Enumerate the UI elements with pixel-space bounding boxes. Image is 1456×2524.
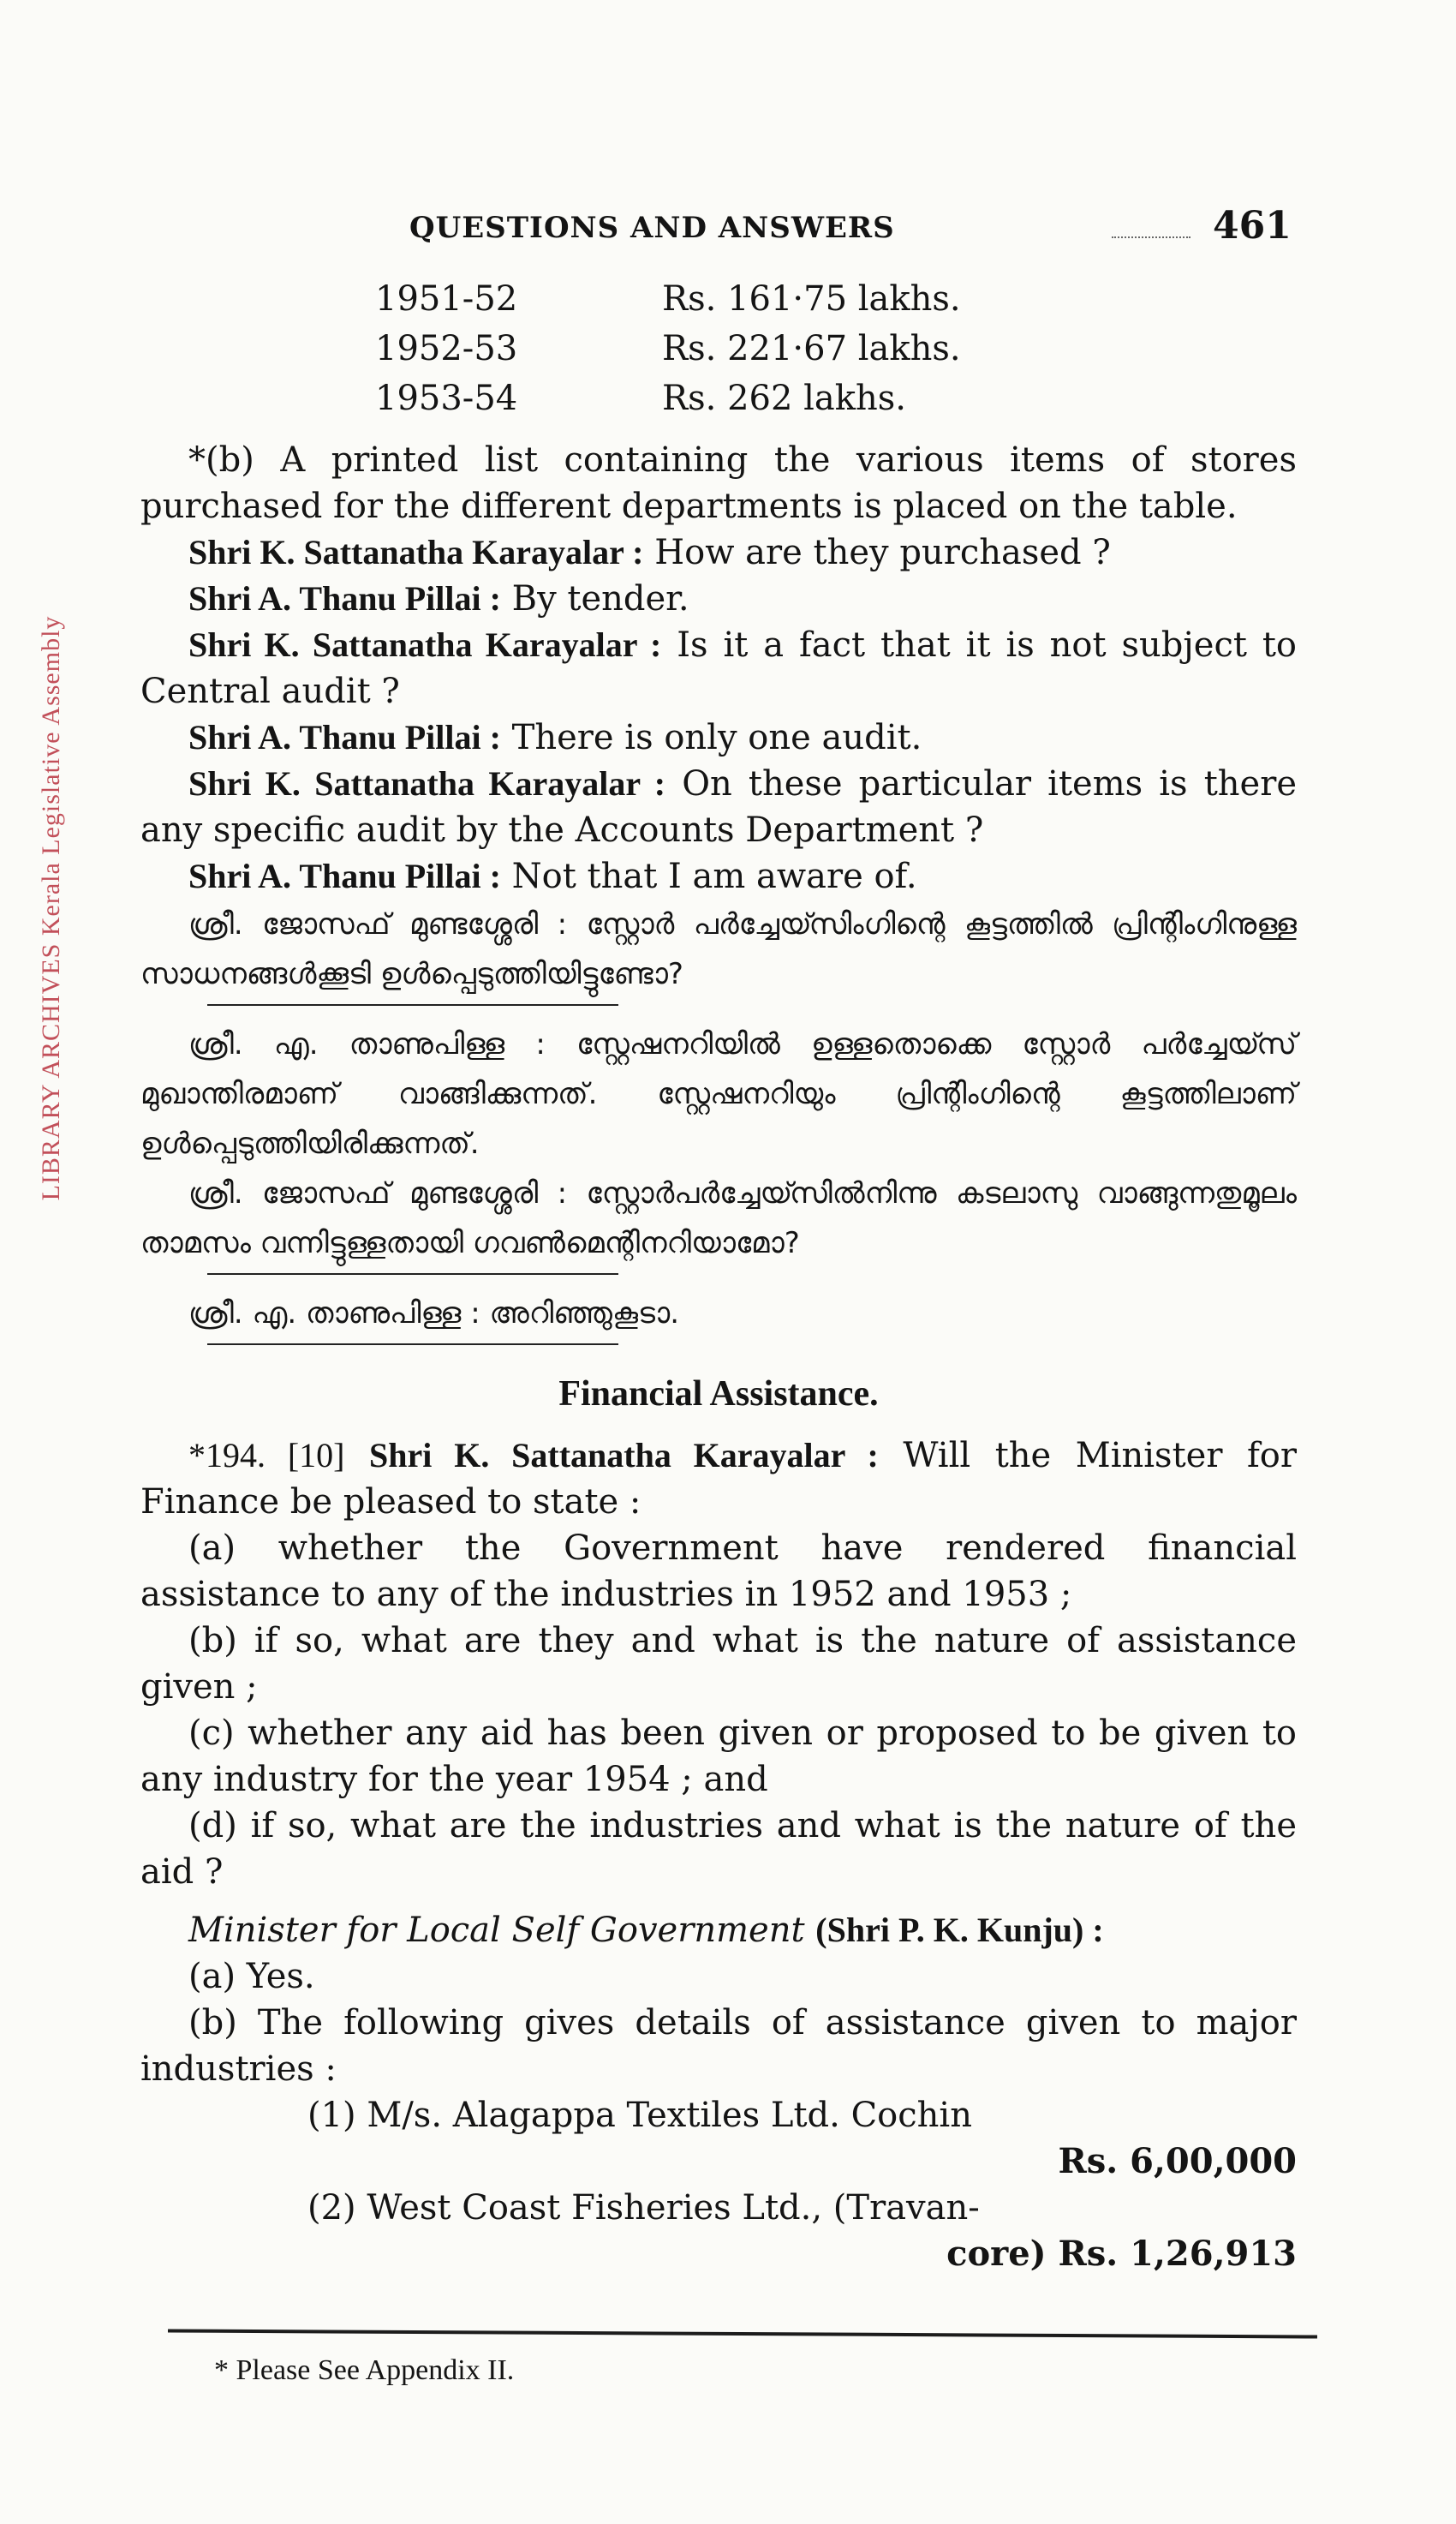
malayalam-line xyxy=(140,900,1297,999)
table-row xyxy=(375,279,1060,329)
section-title: Financial Assistance. xyxy=(558,1374,879,1414)
assistance-item xyxy=(140,2185,1297,2231)
malayalam-line xyxy=(140,1020,1297,1169)
question-part: (b) if so, what are they and what is the nature of assistance given ; xyxy=(140,1621,1297,1707)
speaker-name: Shri K. Sattanatha Karayalar : xyxy=(188,764,666,803)
speaker-underline xyxy=(207,1004,618,1006)
assistance-item xyxy=(140,2092,1297,2138)
answer-role: Minister for Local Self Government xyxy=(188,1911,805,1950)
archive-watermark xyxy=(37,615,86,1201)
assistance-amount: Rs. 6,00,000 xyxy=(1058,2141,1297,2181)
speaker-name: Shri A. Thanu Pillai : xyxy=(188,718,501,757)
year-cell: 1951-52 xyxy=(375,279,518,319)
amount-cell: Rs. 262 lakhs. xyxy=(662,379,907,418)
dialogue-text: Is it a fact that it is not subject to Central audit ? xyxy=(140,625,1298,711)
year-cell: 1952-53 xyxy=(375,329,518,368)
dialogue-line xyxy=(140,622,1297,715)
amount-cell: Rs. 221·67 lakhs. xyxy=(662,329,961,368)
speaker-name: Shri K. Sattanatha Karayalar : xyxy=(188,625,662,664)
dialogue-text: Not that I am aware of. xyxy=(511,857,917,896)
page-header xyxy=(409,204,1292,252)
malayalam-text: അറിഞ്ഞുകൂടാ. xyxy=(489,1296,680,1331)
malayalam-text: സ്റ്റോർപർച്ചേയ്സിൽനിന്നു കടലാസു വാങ്ങുന്നതുമൂലം താമസം വന്നിട്ടുള്ളതായി ഗവൺമെന്റിനറിയാമോ? xyxy=(140,1176,1297,1260)
dialogue-line xyxy=(140,853,1297,900)
question-part: (a) whether the Government have rendered financial assistance to any of the industries in 1952 and 1953 ; xyxy=(140,1528,1297,1614)
dialogue-line xyxy=(140,715,1297,761)
assistance-amount-line xyxy=(140,2231,1297,2277)
expenditure-table xyxy=(375,279,1060,428)
running-title: QUESTIONS AND ANSWERS xyxy=(409,211,895,245)
malayalam-speaker: ശ്രീ. ജോസഫ് മുണ്ടശ്ശേരി : xyxy=(188,907,568,942)
malayalam-speaker: ശ്രീ. ജോസഫ് മുണ്ടശ്ശേരി : xyxy=(188,1176,568,1211)
dialogue-line xyxy=(140,529,1297,576)
watermark-text: LIBRARY ARCHIVES Kerala Legislative Assembly xyxy=(37,615,65,1201)
table-row xyxy=(375,379,1060,428)
question-part: (d) if so, what are the industries and what is the nature of the aid ? xyxy=(140,1806,1297,1892)
malayalam-text: സ്റ്റേഷനറിയിൽ ഉള്ളതൊക്കെ സ്റ്റോർ പർച്ചേയ്സ് മുഖാന്തിരമാണ് വാങ്ങിക്കുന്നത്. സ്റ്റേഷനറിയും പ്രിന്റിംഗിന്റെ കൂട്ടത്തിലാണ് ഉൾപ്പെടുത്തിയിരിക്കുന്നത്. xyxy=(140,1027,1298,1161)
question-line xyxy=(140,1432,1297,1525)
dialogue-text: On these particular items is there any specific audit by the Accounts Department ? xyxy=(140,764,1297,850)
header-dotted-rule xyxy=(1112,236,1190,238)
answer-part: (b) The following gives details of assistance given to major industries : xyxy=(140,2003,1297,2089)
speaker-underline xyxy=(207,1273,618,1275)
footnote: * Please See Appendix II. xyxy=(214,2354,515,2386)
dialogue-line xyxy=(140,576,1297,622)
dialogue-text: There is only one audit. xyxy=(511,718,922,757)
answer-part: (a) Yes. xyxy=(188,1957,315,1996)
speaker-underline xyxy=(207,1343,618,1345)
speaker-name: Shri A. Thanu Pillai : xyxy=(188,579,501,618)
dialogue-text: How are they purchased ? xyxy=(654,533,1111,572)
speaker-name: Shri K. Sattanatha Karayalar : xyxy=(188,533,644,571)
malayalam-line xyxy=(140,1169,1297,1268)
speaker-name: (Shri P. K. Kunju) : xyxy=(815,1911,1104,1949)
dialogue-text: By tender. xyxy=(511,579,689,619)
dialogue-line xyxy=(140,761,1297,853)
page-number: 461 xyxy=(1213,204,1292,248)
footnote-rule xyxy=(168,2329,1317,2338)
question-part: (c) whether any aid has been given or proposed to be given to any industry for the year 1954 ; and xyxy=(140,1714,1297,1799)
speaker-name: Shri A. Thanu Pillai : xyxy=(188,857,501,895)
industry-name-cont: core) xyxy=(946,2234,1047,2274)
malayalam-speaker: ശ്രീ. എ. താണുപിള്ള : xyxy=(188,1027,546,1062)
year-cell: 1953-54 xyxy=(375,379,518,418)
malayalam-speaker: ശ്രീ. എ. താണുപിള്ള : xyxy=(188,1296,480,1331)
industry-name: (2) West Coast Fisheries Ltd., (Travan- xyxy=(307,2188,980,2228)
assistance-amount: Rs. 1,26,913 xyxy=(1058,2234,1297,2274)
malayalam-text: സ്റ്റോർ പർച്ചേയ്സിംഗിന്റെ കൂട്ടത്തിൽ പ്രിന്റിംഗിനുള്ള സാധനങ്ങൾക്കൂടി ഉൾപ്പെടുത്തിയിട്ടുണ്ടോ? xyxy=(140,907,1298,991)
question-number: *194. [10] xyxy=(188,1436,345,1474)
amount-cell: Rs. 161·75 lakhs. xyxy=(662,279,961,319)
speaker-name: Shri K. Sattanatha Karayalar : xyxy=(369,1436,879,1474)
paragraph-b: *(b) A printed list containing the various items of stores purchased for the different departments is placed on the table. xyxy=(140,440,1297,526)
question-text: Will the Minister for Finance be pleased to state : xyxy=(140,1436,1297,1522)
industry-name: (1) M/s. Alagappa Textiles Ltd. Cochin xyxy=(307,2096,972,2135)
answer-heading xyxy=(140,1907,1297,1953)
table-row xyxy=(375,329,1060,379)
body-text xyxy=(140,437,1297,2277)
malayalam-line xyxy=(140,1289,1297,1338)
